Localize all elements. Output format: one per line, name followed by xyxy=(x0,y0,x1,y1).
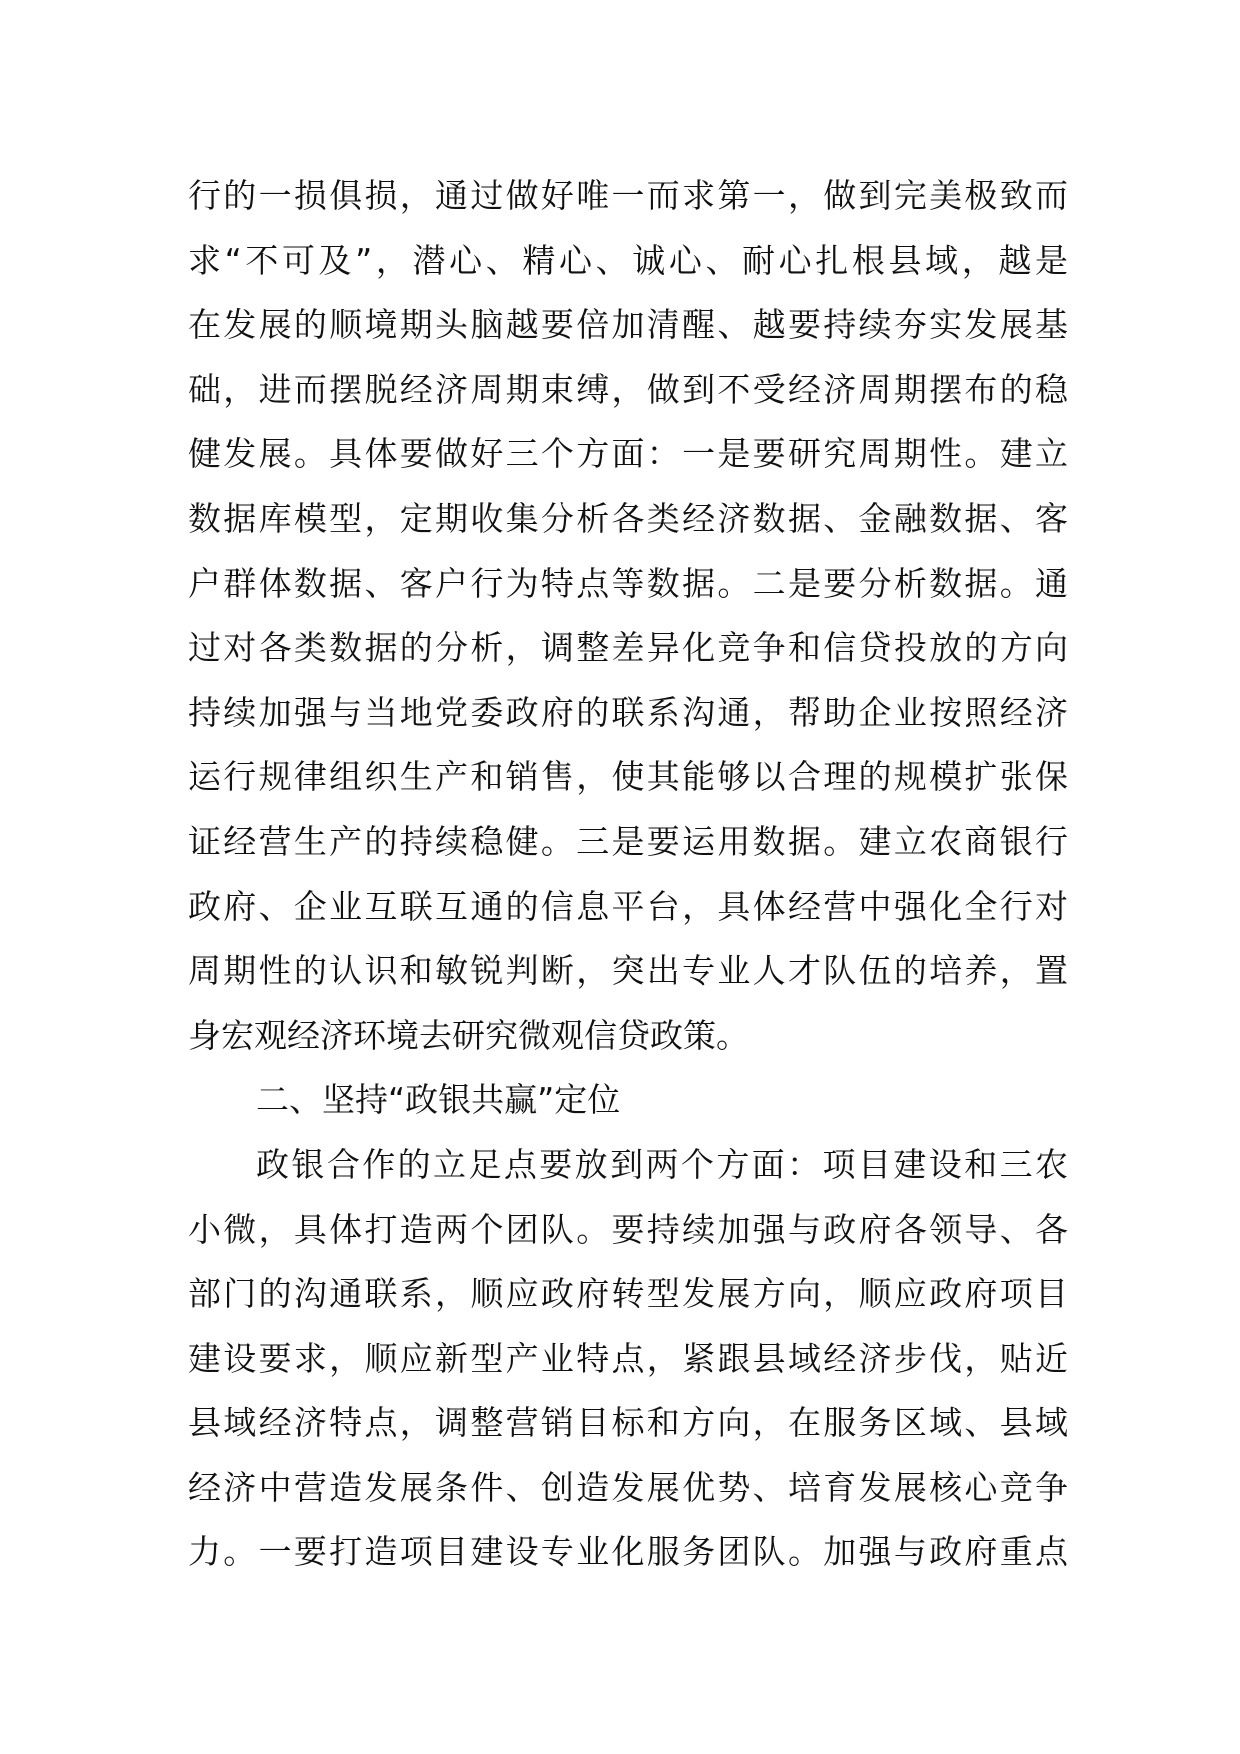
paragraph-1-line-8: 过对各类数据的分析，调整差异化竞争和信贷投放的方向 xyxy=(188,628,1068,668)
paragraph-1-line-6: 数据库模型，定期收集分析各类经济数据、金融数据、客 xyxy=(188,498,1068,538)
document-body xyxy=(188,164,1068,1585)
paragraph-1-line-11: 证经营生产的持续稳健。三是要运用数据。建立农商银行 xyxy=(188,821,1068,861)
paragraph-1-line-10: 运行规律组织生产和销售，使其能够以合理的规模扩张保 xyxy=(188,757,1068,797)
paragraph-2-line-5: 县域经济特点，调整营销目标和方向，在服务区域、县域 xyxy=(188,1403,1068,1443)
paragraph-2-line-4: 建设要求，顺应新型产业特点，紧跟县域经济步伐，贴近 xyxy=(188,1338,1068,1378)
paragraph-1-line-5: 健发展。具体要做好三个方面：一是要研究周期性。建立 xyxy=(188,434,1068,474)
paragraph-2-line-7: 力。一要打造项目建设专业化服务团队。加强与政府重点 xyxy=(188,1532,1068,1572)
paragraph-1-line-3: 在发展的顺境期头脑越要倍加清醒、越要持续夯实发展基 xyxy=(188,305,1068,345)
paragraph-2-line-1: 政银合作的立足点要放到两个方面：项目建设和三农 xyxy=(256,1144,1068,1184)
paragraph-2-line-6: 经济中营造发展条件、创造发展优势、培育发展核心竞争 xyxy=(188,1467,1068,1507)
section-heading: 二、坚持“政银共赢”定位 xyxy=(256,1080,621,1120)
paragraph-1-line-4: 础，进而摆脱经济周期束缚，做到不受经济周期摆布的稳 xyxy=(188,369,1068,409)
paragraph-1-line-7: 户群体数据、客户行为特点等数据。二是要分析数据。通 xyxy=(188,563,1068,603)
paragraph-1-line-12: 政府、企业互联互通的信息平台，具体经营中强化全行对 xyxy=(188,886,1068,926)
paragraph-2-line-2: 小微，具体打造两个团队。要持续加强与政府各领导、各 xyxy=(188,1209,1068,1249)
paragraph-1-line-9: 持续加强与当地党委政府的联系沟通，帮助企业按照经济 xyxy=(188,692,1068,732)
paragraph-1-line-1: 行的一损俱损，通过做好唯一而求第一，做到完美极致而 xyxy=(188,176,1068,215)
paragraph-1-line-2: 求“不可及”，潜心、精心、诚心、耐心扎根县域，越是 xyxy=(188,240,1068,280)
paragraph-1-line-14: 身宏观经济环境去研究微观信贷政策。 xyxy=(188,1015,749,1055)
paragraph-2-line-3: 部门的沟通联系，顺应政府转型发展方向，顺应政府项目 xyxy=(188,1274,1068,1314)
paragraph-1-line-13: 周期性的认识和敏锐判断，突出专业人才队伍的培养，置 xyxy=(188,951,1068,991)
